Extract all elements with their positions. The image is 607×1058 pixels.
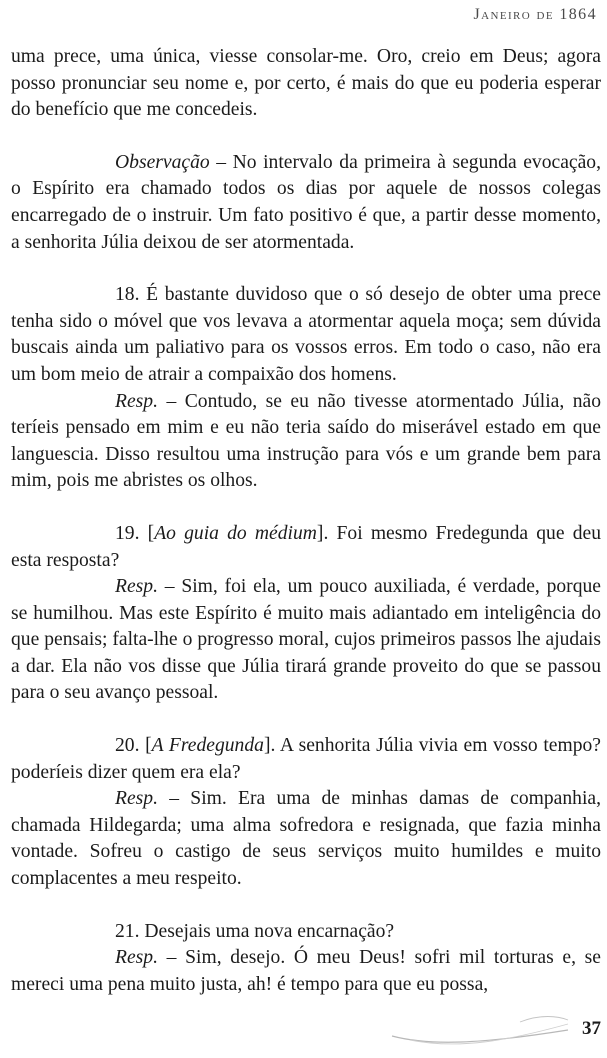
question-paragraph: [11, 733, 601, 786]
response-paragraph: [11, 945, 601, 998]
question-paragraph: [11, 282, 601, 388]
paragraph-text: – Sim, foi ela, um pouco auxiliada, é verdade, porque se humilhou. Mas este Espírito é muito mais adiantado em inteligência do que pensais; falta-lhe o progresso moral, cujos primeiros passos lhe ajudais a dar. Ela não vos disse que Júlia tirará grande proveito do que se passou para o seu avanço pessoal.: [11, 576, 601, 704]
paragraph-text: uma prece, uma única, viesse consolar-me. Oro, creio em Deus; agora posso pronunciar seu nome e, por certo, é mais do que eu poderia esperar do benefício que me concedeis.: [11, 46, 601, 121]
paragraph-text: – Sim. Era uma de minhas damas de companhia, chamada Hildegarda; uma alma sofredora e resignada, que fazia minha vontade. Sofreu o castigo de seus serviços muito humildes e muito complacentes a meu respeito.: [11, 788, 601, 890]
addressee-label: A Fredegunda: [151, 735, 264, 757]
question-prefix: 19. [: [115, 522, 155, 544]
response-paragraph: [11, 786, 601, 892]
page-number: 37: [582, 1018, 601, 1039]
paragraph-text: – Sim, desejo. Ó meu Deus! sofri mil torturas e, se mereci uma pena muito justa, ah! é tempo para que eu possa,: [11, 947, 601, 995]
observation-paragraph: [11, 150, 601, 256]
question-paragraph: [11, 919, 601, 946]
response-label: Resp.: [115, 576, 158, 598]
paragraph-text: 21. Desejais uma nova encarnação?: [115, 920, 395, 942]
observation-label: Observação: [115, 151, 210, 173]
running-header: Janeiro de 1864: [473, 6, 597, 23]
response-label: Resp.: [115, 390, 158, 412]
paragraph-text: ]. A senhorita Júlia vivia em vosso tempo? poderíeis dizer quem era ela?: [11, 735, 601, 783]
response-label: Resp.: [115, 947, 158, 969]
response-paragraph: [11, 574, 601, 707]
response-label: Resp.: [115, 788, 158, 810]
page-body: [11, 44, 601, 998]
paragraph-text: 18. É bastante duvidoso que o só desejo de obter uma prece tenha sido o móvel que vos levava a atormentar aquela moça; sem dúvida buscais ainda um paliativo para os vossos erros. Em todo o caso, não era um bom meio de atrair a compaixão dos homens.: [11, 284, 601, 385]
paragraph-text: – Contudo, se eu não tivesse atormentado Júlia, não teríeis pensado em mim e eu não teria saído do miserável estado em que languescia. Disso resultou uma instrução para vós e um grande bem para mim, pois me abristes os olhos.: [11, 390, 601, 492]
question-paragraph: [11, 521, 601, 574]
paragraph-text: – No intervalo da primeira à segunda evocação, o Espírito era chamado todos os dias por aquele de nossos colegas encarregado de o instruir. Um fato positivo é que, a partir desse momento, a senhorita Júlia deixou de ser atormentada.: [11, 151, 601, 253]
addressee-label: Ao guia do médium: [154, 522, 317, 544]
paragraph-text: ]. Foi mesmo Fredegunda que deu esta resposta?: [11, 522, 601, 571]
response-paragraph: [11, 389, 601, 495]
decorative-flourish: [390, 1010, 570, 1050]
question-prefix: 20. [: [115, 735, 152, 757]
paragraph: [11, 44, 601, 124]
